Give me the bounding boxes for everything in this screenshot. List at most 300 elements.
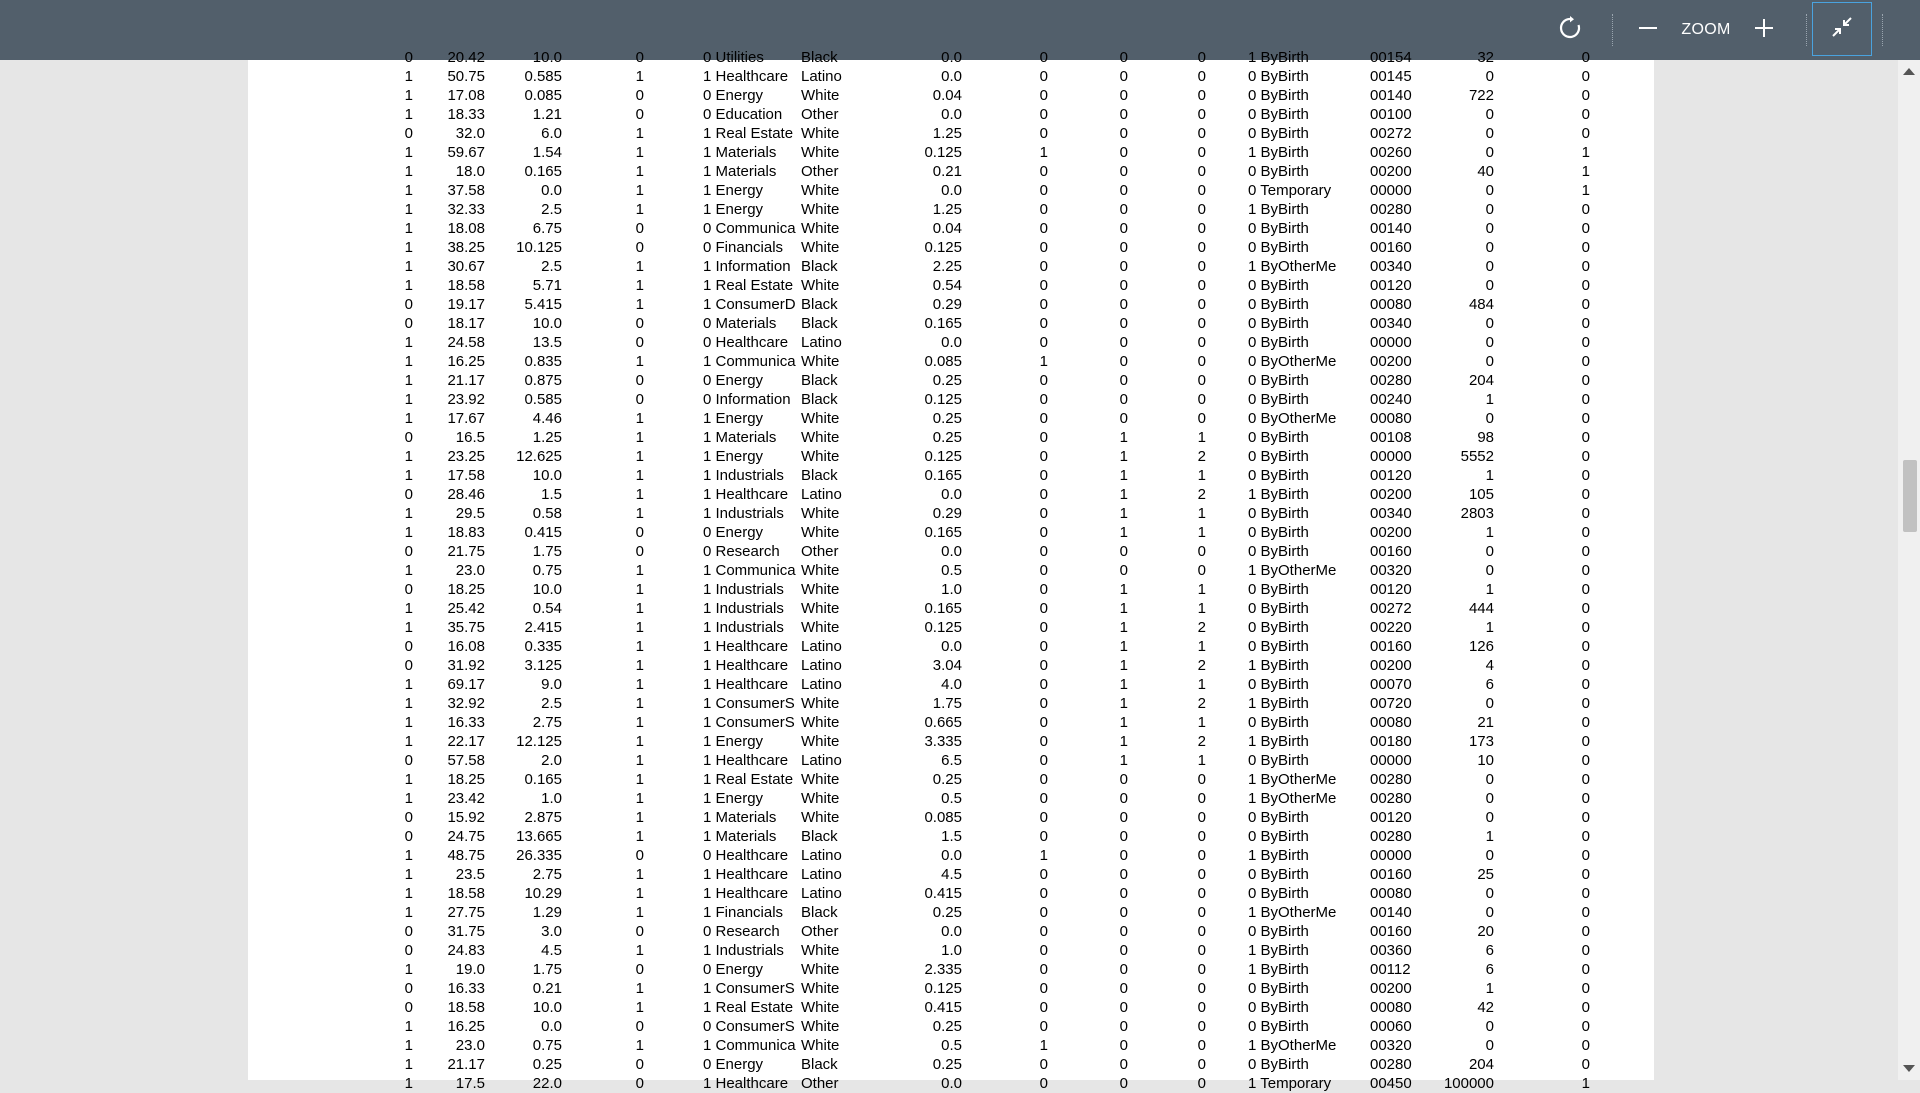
table-cell: Latino [801,866,842,883]
table-cell: 0.0 [941,182,962,199]
refresh-icon [1557,15,1583,46]
table-cell: 0 [1197,220,1206,237]
table-row [248,656,1654,675]
table-cell: 1 [404,334,413,351]
table-cell: 0 [404,315,413,332]
table-cell: 1 Materials [703,809,777,826]
table-cell: 0 [1581,885,1590,902]
table-row [248,466,1654,485]
table-cell: 1 [1119,448,1128,465]
table-cell: 0 [1485,239,1494,256]
table-cell: 25 [1477,866,1494,883]
table-cell: 1 Energy [703,448,764,465]
table-cell: 4 [1485,657,1494,674]
table-cell: 1 Industrials [703,619,784,636]
table-cell: 0 Temporary [1248,182,1332,199]
table-cell: 0 [1197,1037,1206,1054]
table-cell: 1 Real Estate [703,277,794,294]
table-cell: 0 [1119,220,1128,237]
table-cell: White [801,201,840,218]
table-row [248,637,1654,656]
table-cell: 0 ByBirth [1248,999,1309,1016]
table-row [248,238,1654,257]
table-cell: 0.75 [532,562,562,579]
table-cell: 0.04 [932,87,962,104]
table-cell: 32 [1477,49,1494,66]
table-cell: 0 [1197,961,1206,978]
table-cell: 1 [404,1056,413,1073]
table-cell: 0 [1581,49,1590,66]
table-cell: 1 ByBirth [1248,486,1309,503]
table-cell: 0 [1039,258,1048,275]
table-cell: 1 [635,68,644,85]
table-cell: 1 [404,372,413,389]
table-cell: 1 ByBirth [1248,847,1309,864]
table-cell: 0 Utilities [703,49,764,66]
table-cell: 0 [1039,486,1048,503]
table-cell: 0 Energy [703,961,764,978]
table-cell: 0 [1197,790,1206,807]
table-cell: 1.21 [532,106,562,123]
table-cell: White [801,220,840,237]
table-cell: 0 [1039,714,1048,731]
table-cell: 0 [1581,239,1590,256]
table-cell: 00280 [1370,828,1412,845]
scroll-down-icon[interactable] [1903,1065,1915,1072]
table-cell: 2 [1197,619,1206,636]
table-cell: 0 [635,49,644,66]
table-cell: Black [801,828,838,845]
table-cell: 1 [1119,467,1128,484]
table-cell: 1 [404,277,413,294]
table-cell: 6 [1485,961,1494,978]
table-cell: 0 ByBirth [1248,334,1309,351]
table-cell: 0 [1581,315,1590,332]
table-cell: 1 [635,125,644,142]
table-cell: 0 [1039,1018,1048,1035]
table-cell: 0 Materials [703,315,777,332]
table-cell: 00080 [1370,410,1412,427]
table-row [248,162,1654,181]
table-cell: 1 [1119,524,1128,541]
table-cell: 0 [1485,201,1494,218]
table-cell: 0 [1039,524,1048,541]
table-cell: 1 Materials [703,429,777,446]
table-cell: 00140 [1370,87,1412,104]
table-cell: 0 ByBirth [1248,239,1309,256]
table-cell: 0 [1039,581,1048,598]
table-cell: 0 [1485,144,1494,161]
table-cell: 00272 [1370,600,1412,617]
table-cell: 0 [1039,752,1048,769]
table-row [248,219,1654,238]
table-cell: 0 [1197,239,1206,256]
table-cell: 0 [1581,201,1590,218]
table-cell: 0 [1039,809,1048,826]
table-cell: 0 [1485,315,1494,332]
table-cell: 1 [635,790,644,807]
table-cell: 1 [1119,733,1128,750]
table-cell: 0 [1039,638,1048,655]
table-cell: 1 [404,106,413,123]
table-cell: 2.5 [541,258,562,275]
table-cell: 0 [1119,201,1128,218]
table-cell: 0.415 [924,999,962,1016]
table-cell: 0 [1581,961,1590,978]
table-cell: 0 [404,657,413,674]
table-cell: 0 [1119,1037,1128,1054]
table-cell: 0 Information [703,391,791,408]
table-cell: 0.0 [941,1075,962,1092]
table-cell: White [801,87,840,104]
table-cell: 13.665 [516,828,562,845]
table-cell: 2803 [1460,505,1494,522]
zoom-in-icon [1754,18,1774,43]
table-cell: 0.085 [924,809,962,826]
table-cell: 0 ByBirth [1248,372,1309,389]
table-cell: 105 [1468,486,1494,503]
table-row [248,713,1654,732]
table-cell: 0 [404,923,413,940]
table-cell: 1 Industrials [703,467,784,484]
table-cell: 1 ByBirth [1248,733,1309,750]
table-cell: 0.0 [941,543,962,560]
table-row [248,1055,1654,1074]
table-cell: 0 [1119,49,1128,66]
table-cell: 0 ByBirth [1248,448,1309,465]
table-cell: 0 [1197,771,1206,788]
table-cell: 0 [1119,999,1128,1016]
table-cell: 3.335 [924,733,962,750]
table-cell: 0 [1119,315,1128,332]
table-cell: 0.54 [932,277,962,294]
table-cell: 1 ByOtherMe [1248,1037,1337,1054]
table-cell: 0 [1039,239,1048,256]
table-cell: 1 [1119,657,1128,674]
table-cell: 1 [635,828,644,845]
table-cell: 0.125 [924,619,962,636]
table-cell: 21 [1477,714,1494,731]
table-cell: 0 [1197,923,1206,940]
table-cell: 0 [1039,695,1048,712]
table-cell: 0 [1581,410,1590,427]
table-cell: 16.33 [447,714,485,731]
table-cell: 0 [1197,296,1206,313]
table-cell: 0 [1039,429,1048,446]
table-cell: 1 ByOtherMe [1248,904,1337,921]
table-cell: 2 [1197,448,1206,465]
table-row [248,599,1654,618]
table-cell: 1 [404,201,413,218]
table-cell: 1 [1197,600,1206,617]
table-cell: 2 [1197,657,1206,674]
table-cell: 1 ByOtherMe [1248,790,1337,807]
table-cell: 0 [1119,1075,1128,1092]
table-cell: 0 [1039,315,1048,332]
table-cell: 0 ByBirth [1248,429,1309,446]
table-cell: White [801,524,840,541]
table-cell: 18.58 [447,277,485,294]
table-cell: 00280 [1370,372,1412,389]
table-cell: 0 [1581,980,1590,997]
table-cell: 1 [1485,524,1494,541]
table-cell: 18.17 [447,315,485,332]
table-cell: 0 [1581,125,1590,142]
table-cell: 0 [1581,923,1590,940]
table-cell: 18.25 [447,581,485,598]
document-viewer[interactable] [0,49,1920,1092]
table-cell: 0 ByOtherMe [1248,353,1337,370]
table-cell: 0.0 [941,847,962,864]
table-cell: 1 [635,258,644,275]
table-cell: 1 [404,239,413,256]
table-cell: Latino [801,752,842,769]
table-cell: 00120 [1370,809,1412,826]
table-cell: 0 [1485,258,1494,275]
table-cell: 0.5 [941,1037,962,1054]
table-cell: 00070 [1370,676,1412,693]
table-cell: Black [801,258,838,275]
table-cell: 1 [635,999,644,1016]
table-cell: 1 [635,809,644,826]
table-cell: 00200 [1370,980,1412,997]
table-cell: White [801,353,840,370]
table-cell: 18.0 [455,163,485,180]
table-cell: 1 [404,182,413,199]
table-cell: 0 [1039,391,1048,408]
table-cell: 5.71 [532,277,562,294]
table-cell: 0 [1039,106,1048,123]
table-cell: 0 [1039,866,1048,883]
table-cell: 1.25 [932,125,962,142]
table-cell: 0 [1581,87,1590,104]
table-cell: 1 [1119,676,1128,693]
table-cell: 0 [1039,543,1048,560]
table-cell: 0 [1197,353,1206,370]
table-row [248,143,1654,162]
table-cell: 0 Communica [703,220,796,237]
table-cell: 1 [404,771,413,788]
table-cell: 0.415 [524,524,562,541]
scroll-thumb[interactable] [1903,460,1917,532]
table-cell: 1 [404,695,413,712]
table-cell: 0 [1119,980,1128,997]
table-cell: 0 ByBirth [1248,543,1309,560]
exit-fullscreen-button[interactable] [1812,2,1872,56]
table-row [248,789,1654,808]
table-cell: 0.165 [524,163,562,180]
table-row [248,504,1654,523]
table-row [248,333,1654,352]
table-cell: 1 [404,391,413,408]
table-cell: 5.415 [524,296,562,313]
table-cell: 10.29 [524,885,562,902]
table-cell: Black [801,315,838,332]
table-cell: 0 [404,581,413,598]
table-cell: 0 [1581,866,1590,883]
table-cell: 1 [635,885,644,902]
table-cell: 0.25 [932,372,962,389]
table-cell: 0 [635,1056,644,1073]
table-cell: 0.58 [532,505,562,522]
table-cell: 12.125 [516,733,562,750]
table-cell: 0 [1485,277,1494,294]
table-row [248,105,1654,124]
table-cell: 00120 [1370,277,1412,294]
table-row [248,257,1654,276]
table-cell: 0 ConsumerS [703,1018,795,1035]
table-cell: 18.58 [447,999,485,1016]
table-cell: 0 [1119,372,1128,389]
table-cell: 1 [635,182,644,199]
table-cell: 0 [1581,657,1590,674]
table-cell: 0 [635,372,644,389]
table-row [248,561,1654,580]
table-cell: 1 [404,733,413,750]
table-cell: 1 ByOtherMe [1248,771,1337,788]
table-cell: Black [801,1056,838,1073]
table-cell: 1 [635,448,644,465]
table-cell: 0 Energy [703,372,764,389]
table-cell: 0 ByBirth [1248,752,1309,769]
table-row [248,865,1654,884]
table-cell: 1 Information [703,258,791,275]
table-cell: 0 ByBirth [1248,277,1309,294]
table-cell: 0 ByBirth [1248,828,1309,845]
table-cell: 1 [1039,144,1048,161]
table-cell: 1 Healthcare [703,866,789,883]
table-row [248,542,1654,561]
table-cell: White [801,429,840,446]
table-cell: Latino [801,486,842,503]
table-cell: 1 [404,467,413,484]
table-cell: 0 [1197,87,1206,104]
table-cell: 6.5 [941,752,962,769]
table-cell: 0.54 [532,600,562,617]
table-cell: 0 [1119,410,1128,427]
table-cell: 0 [1119,771,1128,788]
table-cell: 1 Industrials [703,600,784,617]
table-cell: 00360 [1370,942,1412,959]
table-cell: 19.0 [455,961,485,978]
zoom-in-button[interactable] [1746,0,1782,60]
table-cell: 1.29 [532,904,562,921]
table-cell: 00160 [1370,866,1412,883]
table-cell: 0 [1119,942,1128,959]
table-cell: 0 Research [703,543,780,560]
vertical-scrollbar[interactable] [1898,60,1920,1080]
table-row [248,979,1654,998]
table-cell: 0 [1039,296,1048,313]
table-cell: 1 ByBirth [1248,201,1309,218]
table-cell: 9.0 [541,676,562,693]
table-cell: 98 [1477,429,1494,446]
table-cell: 0.29 [932,505,962,522]
table-cell: 0 [1119,904,1128,921]
table-cell: 0 [404,999,413,1016]
table-cell: 1 Materials [703,163,777,180]
table-cell: 0 [1039,448,1048,465]
table-cell: 21.17 [447,1056,485,1073]
table-cell: 1 [404,220,413,237]
table-cell: 0.25 [532,1056,562,1073]
table-cell: White [801,619,840,636]
table-cell: 0.25 [932,771,962,788]
table-cell: 1 [635,771,644,788]
table-cell: 0 [635,106,644,123]
table-cell: 0 [1119,961,1128,978]
table-cell: 0 ByOtherMe [1248,410,1337,427]
table-cell: 0 [1485,543,1494,560]
table-cell: 00340 [1370,505,1412,522]
table-cell: 0 [1119,277,1128,294]
table-cell: 0 [1581,581,1590,598]
table-cell: 0.165 [524,771,562,788]
table-cell: 100000 [1443,1075,1494,1092]
table-cell: 1 Energy [703,201,764,218]
table-cell: 16.25 [447,1018,485,1035]
table-cell: 0 [1581,733,1590,750]
table-cell: 1 [404,68,413,85]
table-cell: 0 ByBirth [1248,980,1309,997]
table-cell: 0 [1039,68,1048,85]
table-cell: 1 Communica [703,562,796,579]
table-cell: 0 [1119,68,1128,85]
scroll-up-icon[interactable] [1903,68,1915,75]
table-cell: 0 [1119,923,1128,940]
table-cell: 0.29 [932,296,962,313]
table-cell: 0 [1581,372,1590,389]
table-cell: 0 [1039,600,1048,617]
zoom-label: ZOOM [1681,21,1731,38]
table-cell: 0 ByBirth [1248,885,1309,902]
table-cell: 0.25 [932,410,962,427]
table-cell: 0 [1197,68,1206,85]
table-cell: 2.875 [524,809,562,826]
table-cell: 1 [1581,1075,1590,1092]
table-row [248,447,1654,466]
table-cell: 1 [1197,714,1206,731]
table-cell: 0 [1119,87,1128,104]
table-cell: 1 [1119,752,1128,769]
table-cell: 1 [635,752,644,769]
table-row [248,846,1654,865]
zoom-out-icon [1638,18,1658,43]
table-cell: 0.25 [932,904,962,921]
table-cell: 1 Healthcare [703,885,789,902]
table-cell: 0 [1197,904,1206,921]
table-cell: 50.75 [447,68,485,85]
table-cell: 1 [635,277,644,294]
table-cell: 0 [1119,239,1128,256]
table-cell: 0 [635,543,644,560]
table-cell: 0 [1039,923,1048,940]
table-cell: 0 [1581,353,1590,370]
table-cell: 0.585 [524,68,562,85]
table-cell: 19.17 [447,296,485,313]
table-cell: 0 [1485,695,1494,712]
table-cell: 2.0 [541,752,562,769]
table-cell: 0 [1197,201,1206,218]
table-cell: 1 [635,866,644,883]
table-cell: 3.04 [932,657,962,674]
table-cell: 1 Healthcare [703,638,789,655]
table-cell: Latino [801,657,842,674]
table-cell: 57.58 [447,752,485,769]
table-cell: 204 [1468,1056,1494,1073]
table-cell: 0 ByBirth [1248,505,1309,522]
table-cell: 0.0 [941,486,962,503]
